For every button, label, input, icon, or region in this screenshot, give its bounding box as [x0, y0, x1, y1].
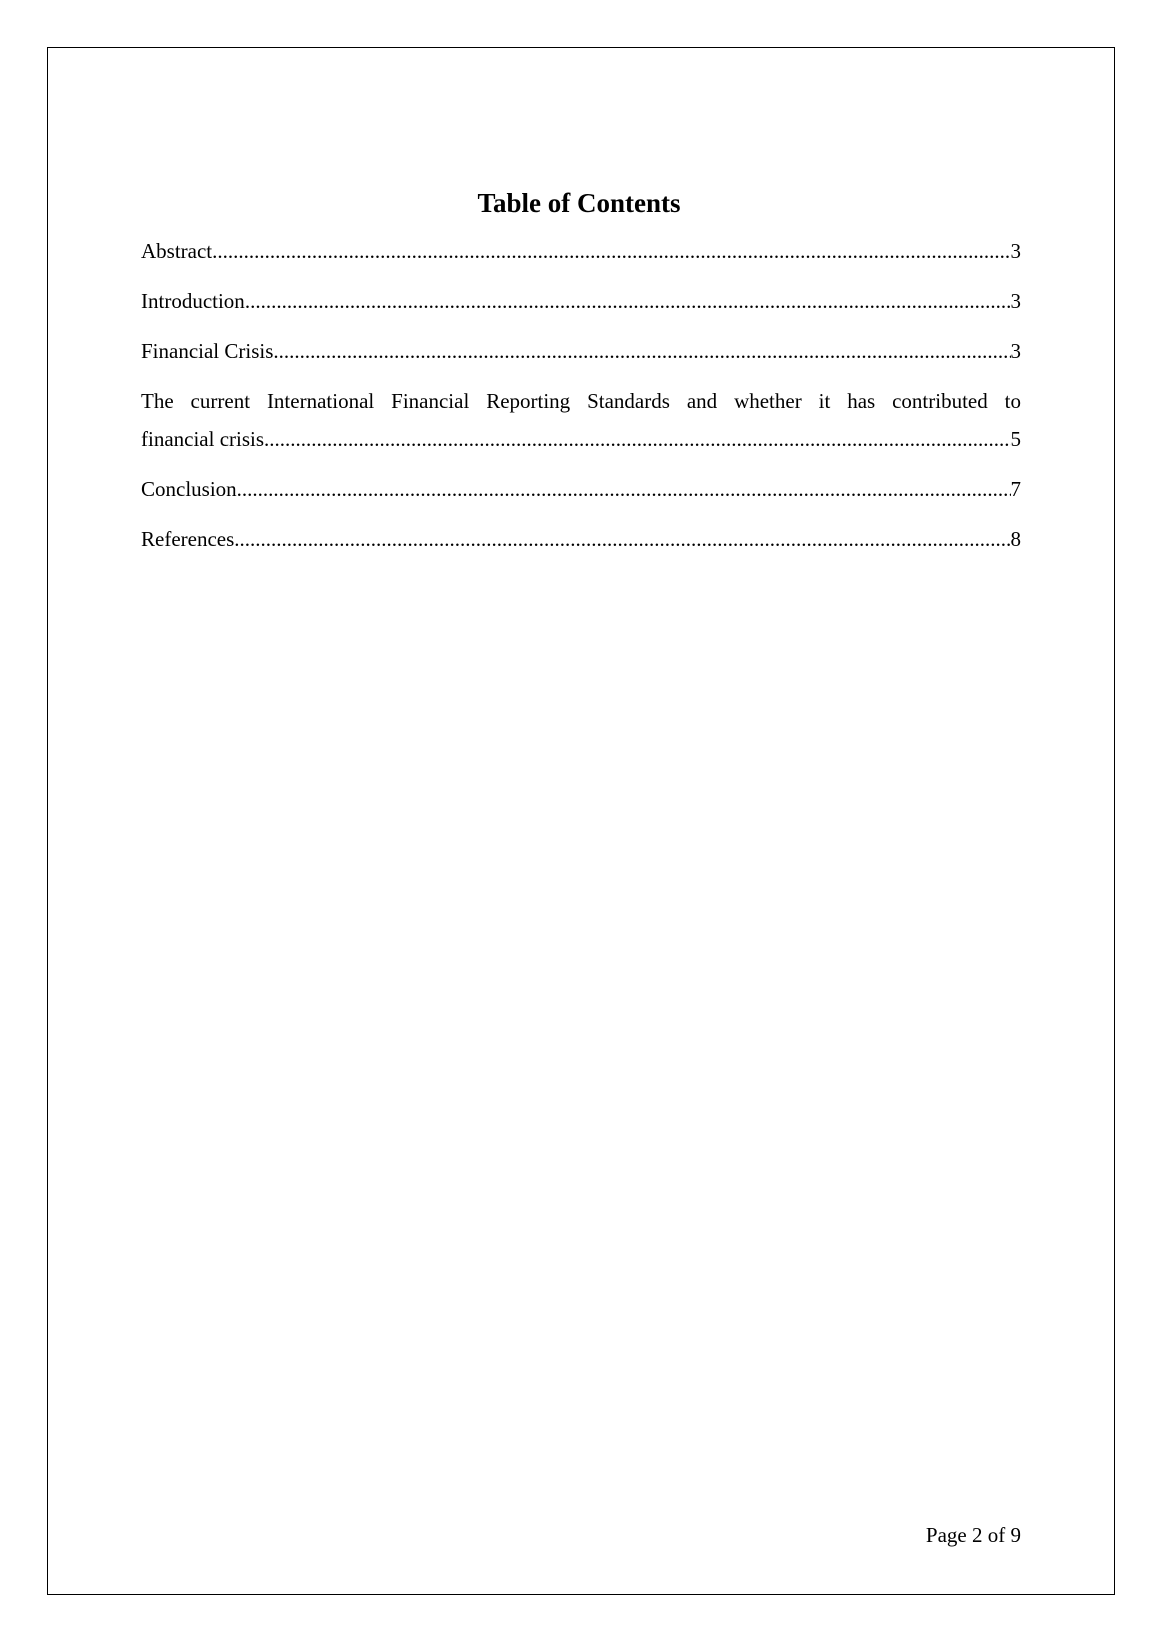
toc-entry-line	[141, 470, 1021, 508]
toc-leader-dots	[245, 282, 1011, 320]
toc-title: Table of Contents	[477, 188, 681, 218]
toc-entry-page: 5	[1010, 427, 1021, 451]
toc-leader-dots	[212, 232, 1010, 270]
toc-entry-page: 3	[1010, 339, 1021, 363]
toc-leader-dots	[264, 420, 1010, 458]
toc-entry-line	[141, 520, 1021, 558]
toc-entry-conclusion[interactable]	[141, 470, 1021, 508]
toc-entry-title: Conclusion	[141, 477, 237, 501]
toc-entry-title: References	[141, 527, 235, 551]
toc-leader-dots	[234, 520, 1010, 558]
page-number-footer: Page 2 of 9	[925, 1523, 1021, 1547]
toc-entry-title: Financial Crisis	[141, 339, 274, 363]
toc-leader-dots	[273, 332, 1010, 370]
toc-entry-page: 3	[1010, 239, 1021, 263]
toc-entry-line	[141, 282, 1021, 320]
toc-entry-page: 3	[1010, 289, 1021, 313]
toc-entry-title: Introduction	[141, 289, 245, 313]
toc-entry-references[interactable]	[141, 520, 1021, 558]
toc-entry-title-line-1: The current International Financial Reporting Standards and whether it has contributed to	[141, 389, 1021, 413]
toc-entry-page: 7	[1010, 477, 1021, 501]
toc-entry-line	[141, 332, 1021, 370]
toc-entry-ifrs-financial-crisis[interactable]	[141, 382, 1021, 458]
toc-leader-dots	[237, 470, 1011, 508]
toc-entry-title: Abstract	[141, 239, 213, 263]
toc-entry-line	[141, 420, 1021, 458]
toc-entry-abstract[interactable]	[141, 232, 1021, 270]
toc-entry-line	[141, 232, 1021, 270]
toc-entry-page: 8	[1010, 527, 1021, 551]
table-of-contents	[141, 232, 1021, 570]
toc-entry-title-line-2: financial crisis	[141, 427, 265, 451]
toc-entry-financial-crisis[interactable]	[141, 332, 1021, 370]
toc-entry-introduction[interactable]	[141, 282, 1021, 320]
